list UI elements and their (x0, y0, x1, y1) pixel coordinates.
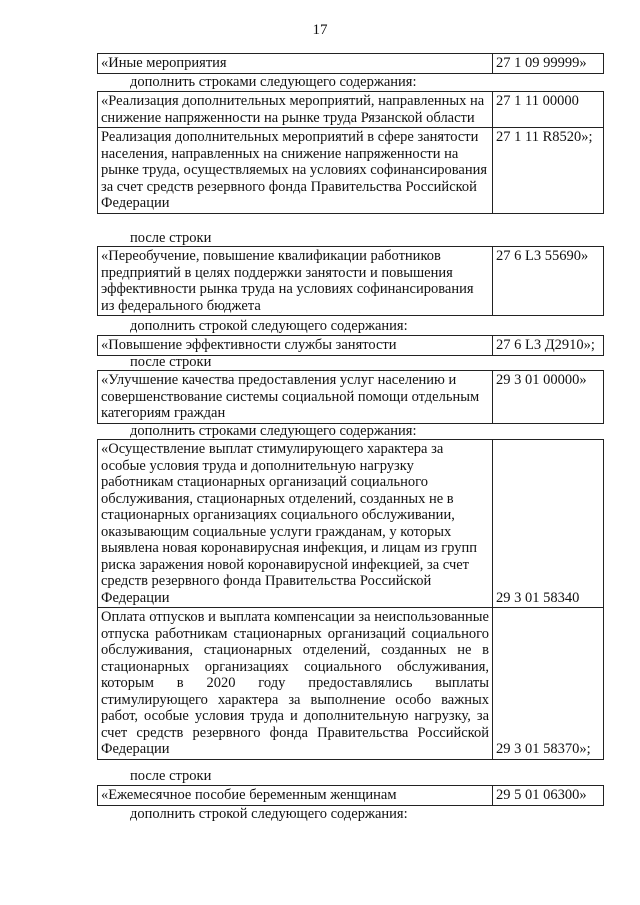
table-row (98, 371, 604, 424)
table-row (98, 336, 604, 356)
table-covid-payments (97, 439, 601, 760)
row-text: Реализация дополнительных мероприятий в сфере занятости населения, направленных на снижение напряженности на рынке труда, осуществляемых на условиях софинансирования за счет средств резервного фонда Правительства Российской Федерации (98, 128, 493, 214)
row-code: 27 6 L3 55690» (493, 247, 604, 316)
table-row (98, 128, 604, 214)
row-text: «Улучшение качества предоставления услуг населению и совершенствование системы социальной помощи отдельным категориям граждан (98, 371, 493, 424)
row-text: «Иные мероприятия (98, 54, 493, 74)
table-row (98, 92, 604, 128)
table-row (98, 440, 604, 608)
row-code: 29 3 01 58370»; (493, 608, 604, 760)
row-code: 27 1 11 R8520»; (493, 128, 604, 214)
table-pregnancy-allowance (97, 785, 601, 806)
table-labor-market (97, 91, 601, 214)
instruction-add-row: дополнить строкой следующего содержания: (130, 806, 408, 822)
table-social-services (97, 370, 601, 424)
table-employment-service (97, 335, 601, 356)
instruction-after-row: после строки (130, 230, 212, 246)
table-retraining (97, 246, 601, 316)
row-text: «Переобучение, повышение квалификации работников предприятий в целях поддержки занятости и повышения эффективности рынка труда на условиях софинансирования из федерального бюджета (98, 247, 493, 316)
table-row (98, 786, 604, 806)
row-code: 29 5 01 06300» (493, 786, 604, 806)
row-text: «Повышение эффективности службы занятости (98, 336, 493, 356)
instruction-add-rows: дополнить строками следующего содержания: (130, 423, 417, 439)
row-text: «Реализация дополнительных мероприятий, направленных на снижение напряженности на рынке труда Рязанской области (98, 92, 493, 128)
row-text: «Ежемесячное пособие беременным женщинам (98, 786, 493, 806)
row-code: 27 1 11 00000 (493, 92, 604, 128)
table-row (98, 247, 604, 316)
table-other-activities (97, 53, 601, 74)
page-number: 17 (312, 22, 328, 38)
row-code: 27 6 L3 Д2910»; (493, 336, 604, 356)
instruction-add-rows: дополнить строками следующего содержания: (130, 74, 417, 90)
table-row (98, 54, 604, 74)
table-row (98, 608, 604, 760)
row-text: Оплата отпусков и выплата компенсации за неиспользованные отпуска работникам стационарных организаций социального обслуживания, стационарных отделений, созданных не в стационарных организациях социального обслуживания, которым в 2020 году предоставлялись выплаты стимулирующего характера за выполнение особо важных работ, особые условия труда и дополнительную нагрузку, за счет средств резервного фонда Правительства Российской Федерации (98, 608, 493, 760)
row-code: 27 1 09 99999» (493, 54, 604, 74)
row-code: 29 3 01 00000» (493, 371, 604, 424)
row-text: «Осуществление выплат стимулирующего характера за особые условия труда и дополнительную нагрузку работникам стационарных организаций социального обслуживания, стационарных отделений, созданных не в стационарных организациях социального обслуживании, оказывающим социальные услуги гражданам, у которых выявлена новая коронавирусная инфекция, и лицам из групп риска заражения новой коронавирусной инфекцией, за счет средств резервного фонда Правительства Российской Федерации (98, 440, 493, 608)
instruction-after-row: после строки (130, 768, 212, 784)
instruction-add-row: дополнить строкой следующего содержания: (130, 318, 408, 334)
instruction-after-row: после строки (130, 354, 212, 370)
row-code: 29 3 01 58340 (493, 440, 604, 608)
